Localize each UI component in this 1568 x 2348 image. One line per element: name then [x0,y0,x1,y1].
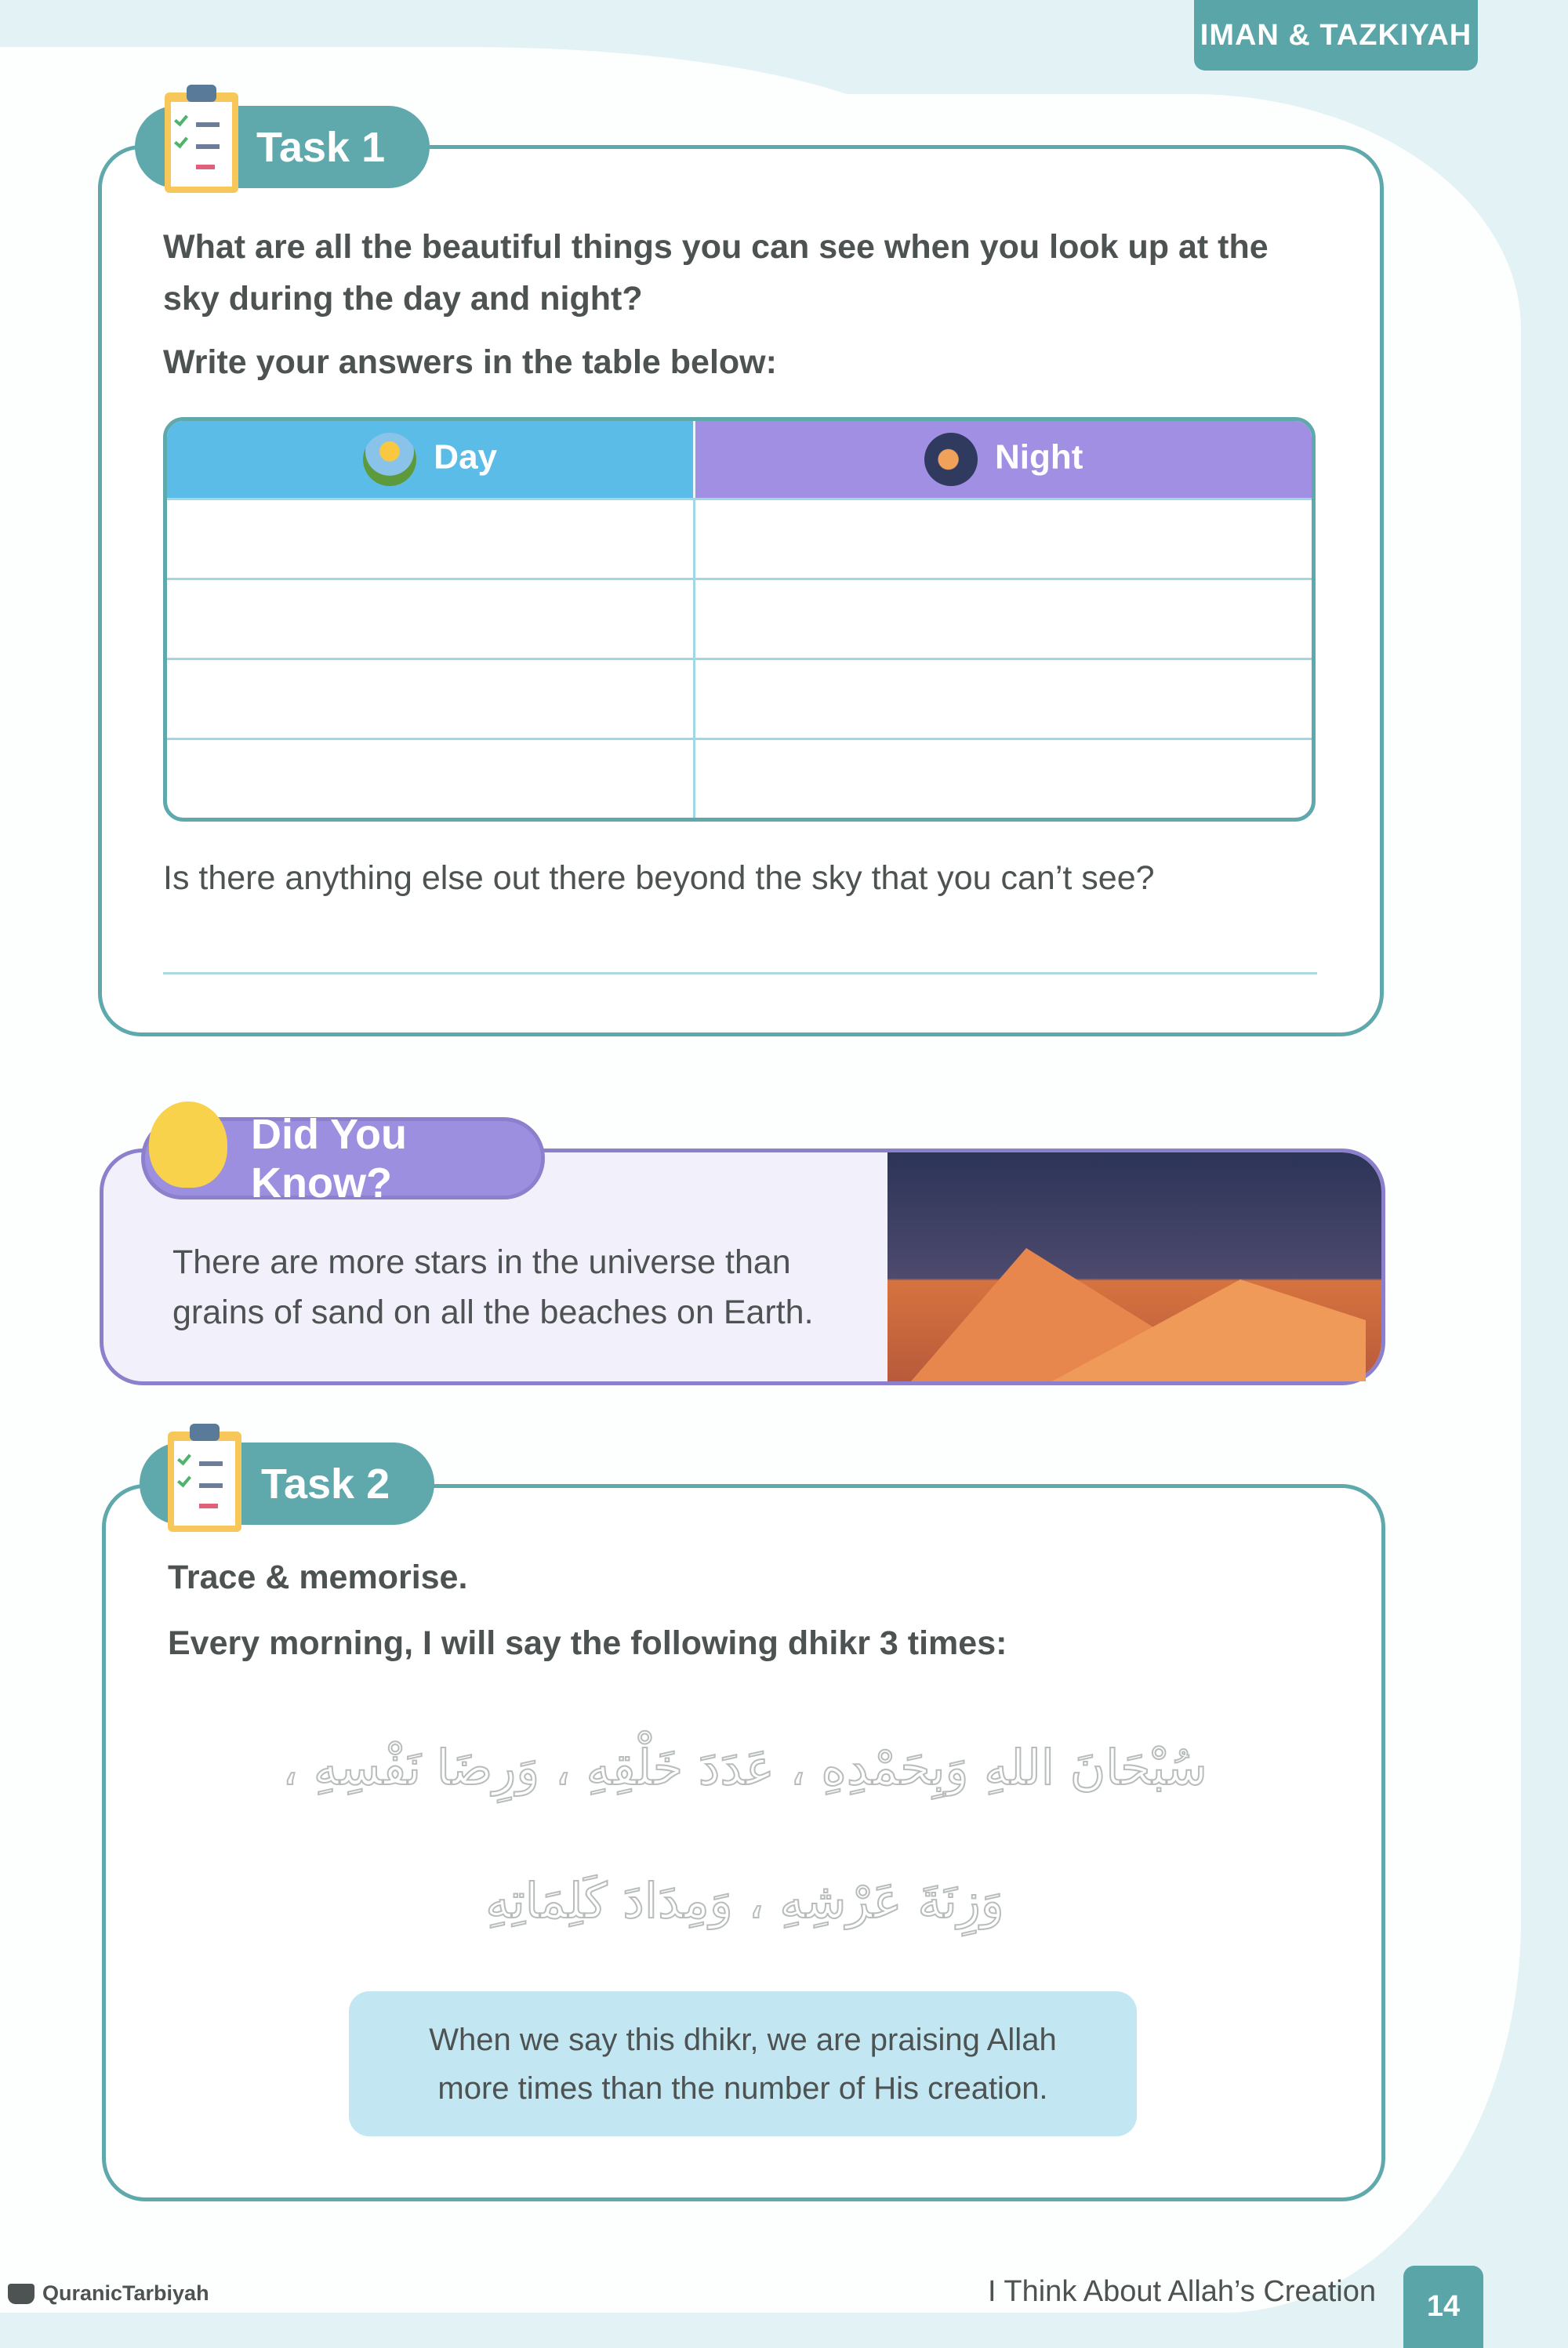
brand-logo [8,2281,209,2306]
checklist-icon [165,93,238,193]
did-you-know-label: Did You Know? [141,1117,545,1199]
day-header [167,421,695,498]
checklist-icon [168,1432,241,1532]
task1-label: Task 1 [135,106,430,188]
task2-label: Task 2 [140,1443,434,1525]
sun-icon [363,433,416,486]
task1-question: What are all the beautiful things you can see when you look up at the sky during the day and night? [163,228,1269,318]
day-answer-cell[interactable] [167,498,695,578]
day-answer-cell[interactable] [167,738,695,818]
task1-instruction: Write your answers in the table below: [163,343,777,381]
brand-name: QuranicTarbiyah [42,2281,209,2305]
fact-line-1: There are more stars in the universe than [172,1243,791,1281]
task1-followup: Is there anything else out there beyond the sky that you can’t see? [163,859,1155,897]
night-answer-cell[interactable] [695,498,1312,578]
note-line-1: When we say this dhikr, we are praising Allah [429,2022,1057,2057]
task2-instruction-1: Trace & memorise. [168,1559,468,1596]
arabic-tracing-line-1[interactable]: سُبْحَانَ اللهِ وَبِحَمْدِهِ ، عَدَدَ خَلْقِهِ ، وَرِضَا نَفْسِهِ ، [282,1739,1207,1796]
dhikr-note [349,1991,1137,2136]
note-line-2: more times than the number of His creation. [437,2070,1048,2106]
page-number: 14 [1403,2266,1483,2348]
night-answer-cell[interactable] [695,578,1312,658]
night-label: Night [994,437,1083,477]
day-label: Day [434,437,498,477]
night-answer-cell[interactable] [695,738,1312,818]
chapter-title: I Think About Allah’s Creation [987,2275,1376,2308]
day-answer-cell[interactable] [167,658,695,738]
moon-icon [924,433,978,486]
lightbulb-icon [149,1101,227,1188]
night-answer-cell[interactable] [695,658,1312,738]
task2-instruction-2: Every morning, I will say the following dhikr 3 times: [168,1624,1007,1662]
arabic-tracing-line-2[interactable]: وَزِنَةَ عَرْشِهِ ، وَمِدَادَ كَلِمَاتِهِ [485,1872,1004,1929]
desert-night-image [887,1152,1381,1381]
answer-table [163,417,1316,822]
section-tab: IMAN & TAZKIYAH [1194,0,1478,71]
book-icon [8,2284,34,2304]
day-answer-cell[interactable] [167,578,695,658]
answer-line[interactable] [163,972,1317,974]
night-header [695,421,1312,498]
fact-line-2: grains of sand on all the beaches on Earth. [172,1294,814,1331]
